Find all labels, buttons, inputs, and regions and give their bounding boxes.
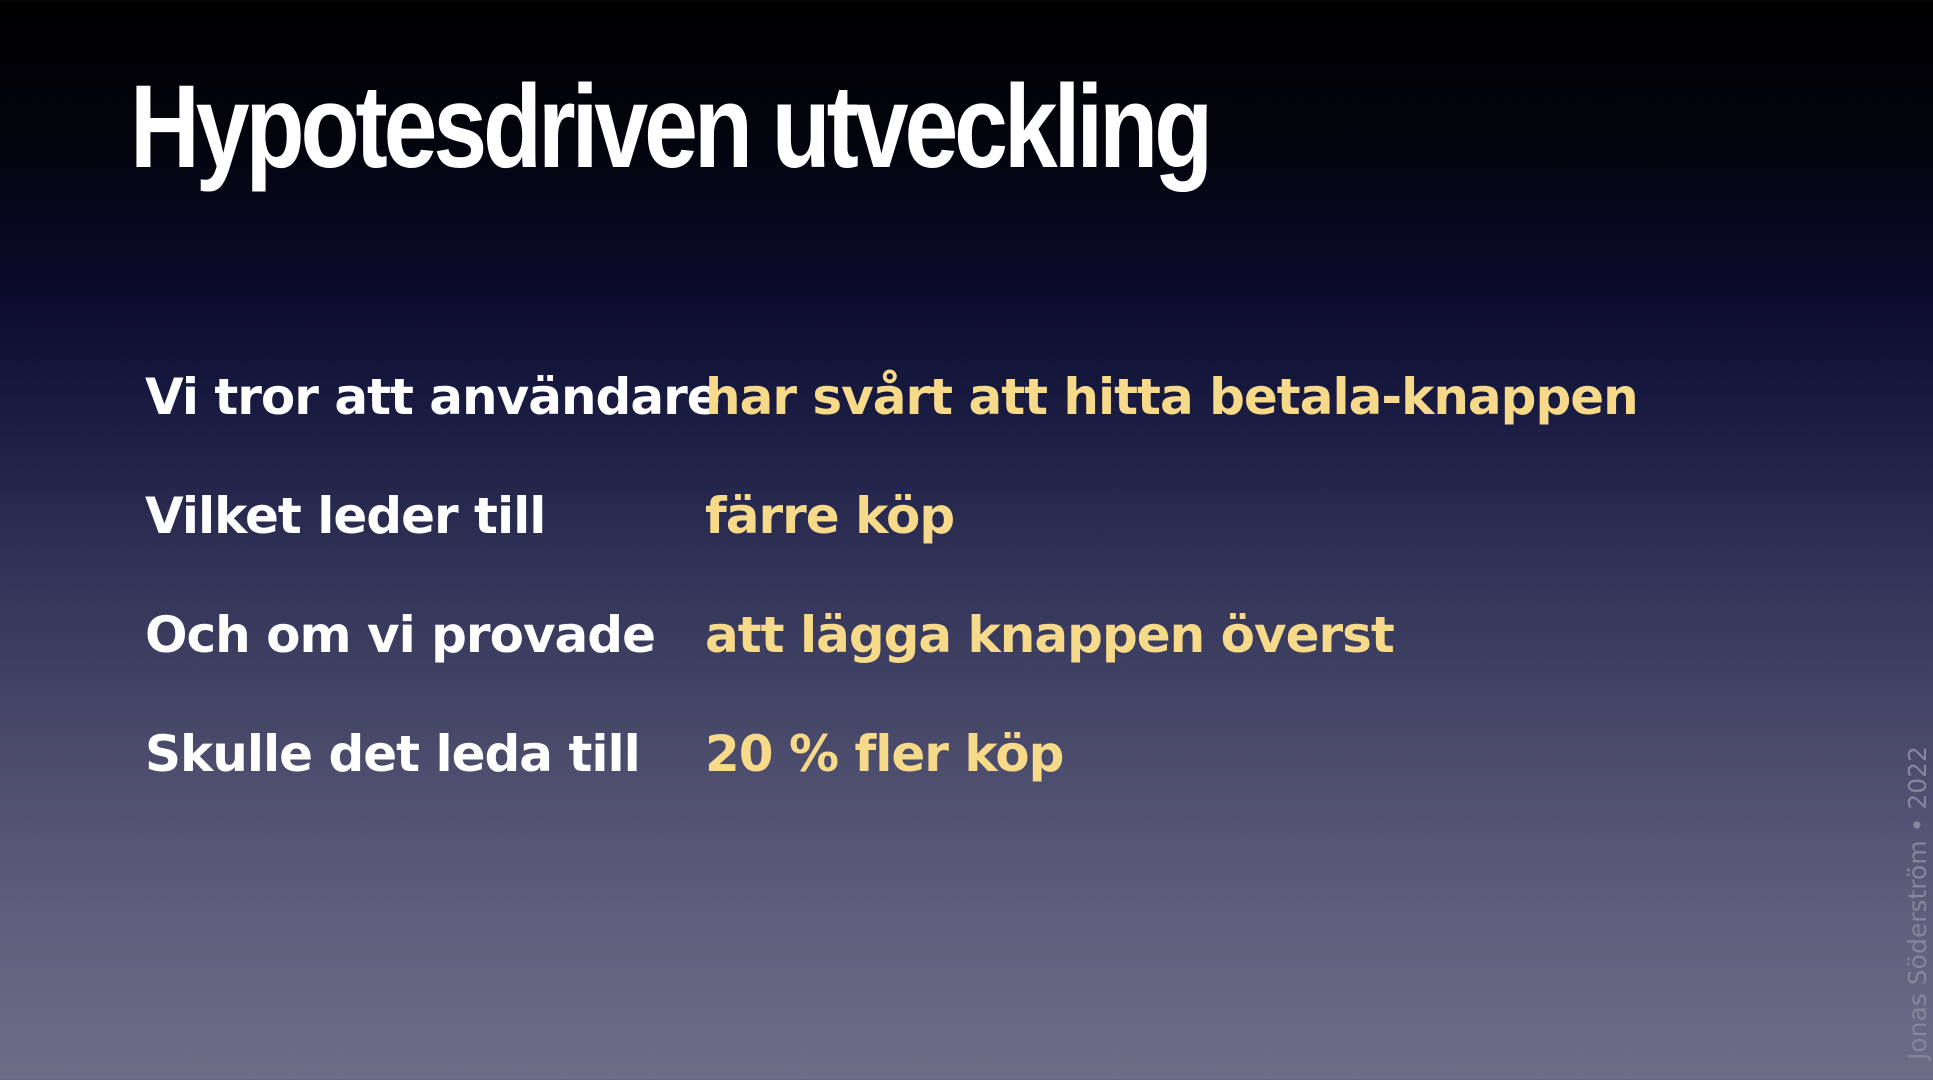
row-value-text: har svårt att hitta betala-knappen — [705, 368, 1638, 426]
hypothesis-list — [145, 360, 1845, 836]
hypothesis-row-experiment — [145, 598, 1845, 717]
hypothesis-row-consequence — [145, 479, 1845, 598]
row-lead-text: Vi tror att användare — [145, 368, 720, 426]
row-lead-text: Vilket leder till — [145, 487, 546, 545]
hypothesis-row-outcome — [145, 717, 1845, 836]
row-lead-text: Och om vi provade — [145, 606, 655, 664]
row-value-text: att lägga knappen överst — [705, 606, 1394, 664]
row-value-text: 20 % fler köp — [705, 725, 1064, 783]
row-value-text: färre köp — [705, 487, 955, 545]
author-credit: Jonas Söderström • 2022 — [1903, 746, 1932, 1060]
hypothesis-row-belief — [145, 360, 1845, 479]
row-lead-text: Skulle det leda till — [145, 725, 640, 783]
slide-title: Hypotesdriven utveckling — [130, 61, 1210, 193]
